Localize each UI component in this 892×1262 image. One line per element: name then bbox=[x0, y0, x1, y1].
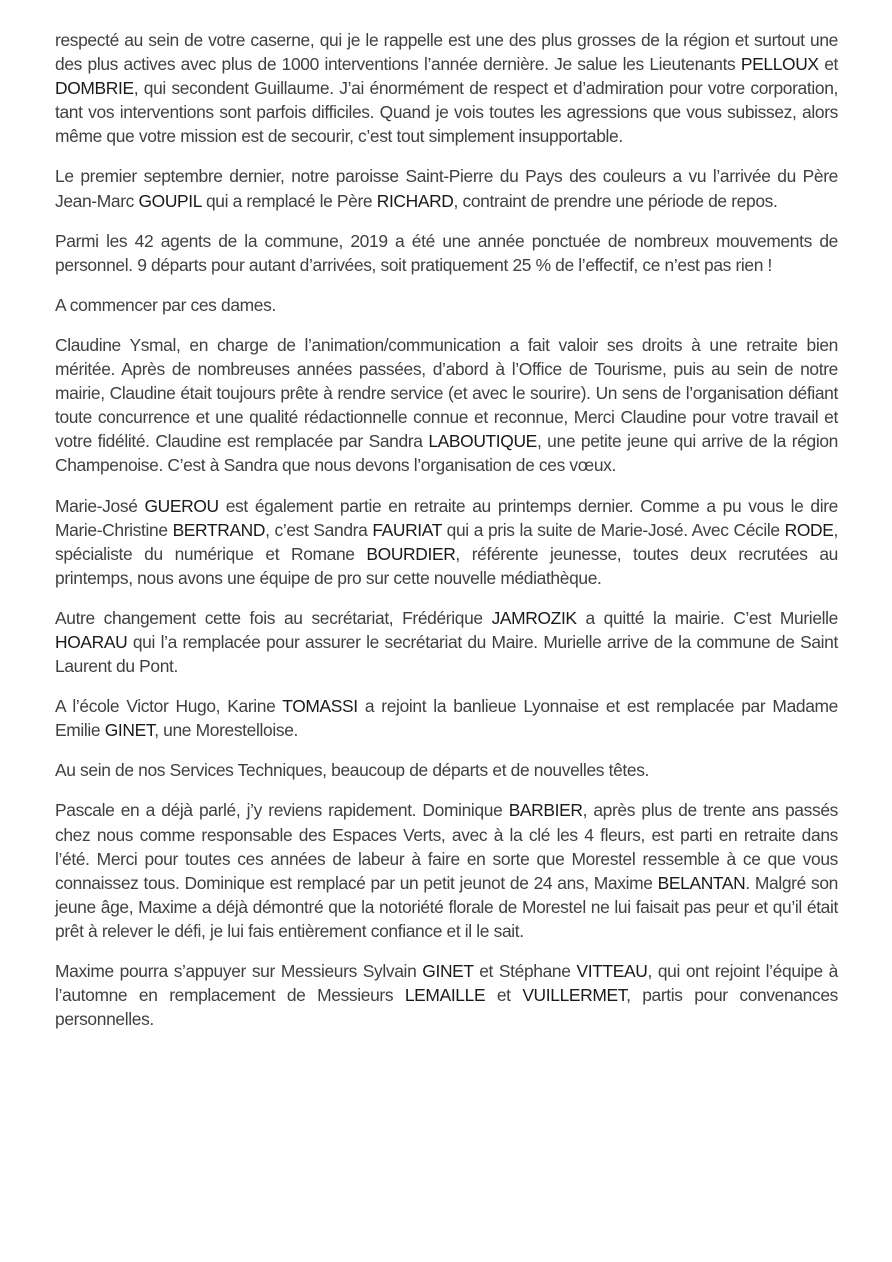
text-run: Claudine Ysmal, en charge de l’animation/communication a fait valoir ses droits à une retraite bien méritée. Après de nombreuses années passées, d’abord à l’Office de Tourisme, puis au sein de notre mairie, Claudine était toujours prête à rendre service (et avec le sourire). Un sens de l’organisation défiant toute concurrence et une qualité rédactionnelle connue et reconnue, Merci Claudine pour votre travail et votre fidélité. Claudine est remplacée par Sandra bbox=[55, 334, 838, 452]
person-surname: BERTRAND bbox=[172, 519, 266, 540]
paragraph bbox=[55, 494, 838, 590]
text-run: Pascale en a déjà parlé, j’y reviens rapidement. Dominique bbox=[55, 800, 509, 821]
text-run: , une petite jeune qui arrive de la région Champenoise. C’est à Sandra que nous devons l’organisation de ces vœux. bbox=[55, 431, 839, 476]
paragraph bbox=[55, 28, 838, 148]
person-surname: FAURIAT bbox=[372, 519, 442, 540]
paragraph bbox=[55, 229, 838, 277]
paragraph bbox=[55, 959, 838, 1031]
person-surname: PELLOUX bbox=[740, 54, 819, 75]
person-surname: RICHARD bbox=[376, 190, 454, 211]
text-run: , partis pour convenances personnelles. bbox=[55, 985, 838, 1030]
text-run: Au sein de nos Services Techniques, beaucoup de départs et de nouvelles têtes. bbox=[55, 760, 650, 781]
person-surname: GINET bbox=[104, 720, 155, 741]
text-run: , spécialiste du numérique et Romane bbox=[55, 519, 838, 564]
text-run: Autre changement cette fois au secrétariat, Frédérique bbox=[55, 607, 492, 628]
person-surname: BELANTAN bbox=[657, 872, 746, 893]
text-run: est également partie en retraite au printemps dernier. Comme a pu vous le dire Marie-Christine bbox=[55, 495, 838, 540]
text-run: , qui secondent Guillaume. J’ai énormément de respect et d’admiration pour votre corporation, tant vos interventions sont parfois difficiles. Quand je vois toutes les agressions que vous subissez, alors même que votre mission est de secourir, c’est tout simplement insupportable. bbox=[55, 78, 838, 147]
paragraph bbox=[55, 758, 838, 782]
person-surname: VUILLERMET bbox=[522, 985, 627, 1006]
person-surname: JAMROZIK bbox=[491, 607, 577, 628]
paragraph bbox=[55, 333, 838, 478]
paragraph bbox=[55, 293, 838, 317]
text-run: , contraint de prendre une période de repos. bbox=[453, 190, 778, 211]
person-surname: LEMAILLE bbox=[404, 985, 486, 1006]
person-surname: GOUPIL bbox=[138, 190, 202, 211]
text-run: et Stéphane bbox=[473, 961, 577, 981]
person-surname: BOURDIER bbox=[366, 543, 456, 564]
person-surname: GINET bbox=[422, 961, 474, 981]
person-surname: GUEROU bbox=[144, 495, 219, 516]
person-surname: DOMBRIE bbox=[55, 78, 134, 99]
text-run: et bbox=[485, 985, 523, 1006]
text-run: , c’est Sandra bbox=[265, 519, 373, 540]
text-run: Le premier septembre dernier, notre paroisse Saint-Pierre du Pays des couleurs a vu l’arrivée du Père Jean-Marc bbox=[55, 166, 838, 211]
text-run: Marie-José bbox=[55, 495, 145, 516]
text-run: Parmi les 42 agents de la commune, 2019 a été une année ponctuée de nombreux mouvements de personnel. 9 départs pour autant d’arrivées, soit pratiquement 25 % de l’effectif, ce n’est pas rien ! bbox=[55, 230, 838, 275]
text-run: et bbox=[818, 54, 838, 75]
person-surname: RODE bbox=[784, 519, 834, 540]
text-run: , après plus de trente ans passés chez nous comme responsable des Espaces Verts, avec à la clé les 4 fleurs, est parti en retraite dans l’été. Merci pour toutes ces années de labeur à faire en sorte que Morestel ressemble à ce que vous connaissez tous. Dominique est remplacé par un petit jeunot de 24 ans, Maxime bbox=[55, 800, 838, 893]
person-surname: LABOUTIQUE bbox=[428, 431, 537, 452]
paragraph bbox=[55, 694, 838, 742]
text-run: , qui ont rejoint l’équipe à l’automne en remplacement de Messieurs bbox=[55, 961, 839, 1006]
text-run: qui a pris la suite de Marie-José. Avec Cécile bbox=[441, 519, 785, 540]
text-run: , référente jeunesse, toutes deux recrutées au printemps, nous avons une équipe de pro sur cette nouvelle médiathèque. bbox=[55, 543, 838, 588]
paragraph bbox=[55, 164, 838, 212]
text-run: a rejoint la banlieue Lyonnaise et est remplacée par Madame Emilie bbox=[55, 696, 838, 741]
text-run: Maxime pourra s’appuyer sur Messieurs Sylvain bbox=[55, 961, 423, 981]
text-run: qui a remplacé le Père bbox=[201, 190, 377, 211]
text-run: qui l’a remplacée pour assurer le secrétariat du Maire. Murielle arrive de la commune de Saint Laurent du Pont. bbox=[55, 631, 838, 677]
text-run: . Malgré son jeune âge, Maxime a déjà démontré que la notoriété florale de Morestel ne lui faisait pas peur et qu’il était prêt à relever le défi, je lui fais entièrement confiance et il le sait. bbox=[55, 872, 838, 941]
text-run: respecté au sein de votre caserne, qui je le rappelle est une des plus grosses de la région et surtout une des plus actives avec plus de 1000 interventions l’année dernière. Je salue les Lieutenants bbox=[55, 30, 838, 75]
text-run: A l’école Victor Hugo, Karine bbox=[55, 696, 283, 717]
person-surname: HOARAU bbox=[55, 631, 128, 652]
text-run: , une Morestelloise. bbox=[154, 720, 298, 741]
text-run: a quitté la mairie. C’est Murielle bbox=[576, 607, 838, 628]
person-surname: BARBIER bbox=[508, 800, 583, 821]
paragraph bbox=[55, 606, 838, 678]
paragraph bbox=[55, 798, 838, 943]
document-page bbox=[55, 28, 838, 1047]
person-surname: VITTEAU bbox=[576, 961, 648, 981]
text-run: A commencer par ces dames. bbox=[55, 294, 276, 315]
person-surname: TOMASSI bbox=[282, 696, 358, 717]
